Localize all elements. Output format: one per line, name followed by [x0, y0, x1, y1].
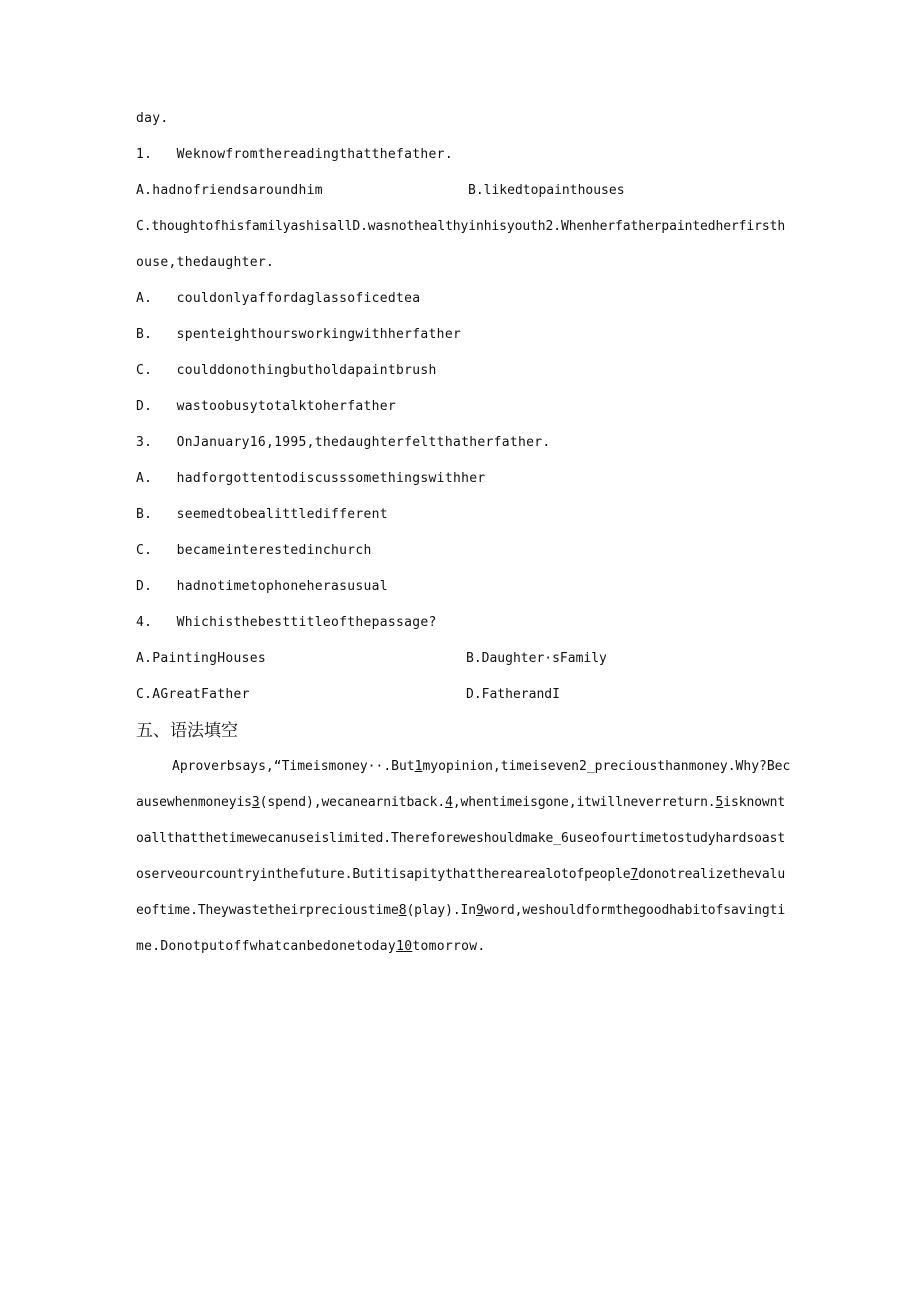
blank-10: 10 — [396, 939, 413, 954]
q3-option-c: C. becameinterestedinchurch — [136, 543, 372, 558]
cloze-text: eoftime.Theywastetheirprecioustime — [136, 903, 399, 918]
cloze-text: ausewhenmoneyis — [136, 795, 252, 810]
cloze-text: Aproverbsays,“Timeismoney··.But — [172, 759, 415, 774]
q1-option-b: B.likedtopainthouses — [468, 183, 625, 198]
passage-tail: day. — [136, 111, 169, 126]
cloze-text: (play).In — [406, 903, 476, 918]
question-4-stem: 4. Whichisthebesttitleofthepassage? — [136, 615, 437, 630]
question-3-stem: 3. OnJanuary16,1995,thedaughterfeltthatherfather. — [136, 435, 551, 450]
blank-9: 9 — [476, 903, 484, 918]
cloze-line-4 — [136, 866, 785, 884]
q2-option-b: B. spenteighthoursworkingwithherfather — [136, 327, 462, 342]
cloze-text: oserveourcountryinthefuture.Butitisapitythattherearealotofpeople — [136, 867, 631, 882]
cloze-text: (spend),wecanearnitback. — [259, 795, 446, 810]
q2-option-c: C. coulddonothingbutholdapaintbrush — [136, 363, 437, 378]
cloze-text: ,whentimeisgone,itwillneverreturn. — [452, 795, 716, 810]
q4-option-c: C.AGreatFather — [136, 687, 250, 702]
cloze-line-5 — [136, 902, 785, 920]
section-5-heading: 五、语法填空 — [136, 721, 238, 741]
cloze-text: word,weshouldformthegoodhabitofsavingti — [483, 903, 786, 918]
q3-option-a: A. hadforgottentodiscusssomethingswithher — [136, 471, 486, 486]
cloze-text: isknownt — [723, 795, 786, 810]
q2-stem-continued: ouse,thedaughter. — [136, 255, 275, 270]
q1-option-a: A.hadnofriendsaroundhim — [136, 183, 323, 198]
cloze-line-1 — [172, 758, 790, 776]
cloze-line-6 — [136, 938, 485, 956]
blank-8: 8 — [398, 903, 407, 918]
q2-option-a: A. couldonlyaffordaglassoficedtea — [136, 291, 421, 306]
q1-options-cd-line: C.thoughtofhisfamilyashisallD.wasnothealthyinhisyouth2.Whenherfatherpaintedherfirsth — [136, 219, 786, 234]
blank-4: 4 — [445, 795, 453, 810]
cloze-text: me.Donotputoffwhatcanbedonetoday — [136, 939, 397, 954]
cloze-text: tomorrow. — [412, 939, 486, 954]
blank-5: 5 — [715, 795, 724, 810]
cloze-line-3: oallthatthetimewecanuseislimited.Thereforeweshouldmake_6useofourtimetostudyhardsoast — [136, 831, 786, 846]
q3-option-d: D. hadnotimetophoneherasusual — [136, 579, 388, 594]
cloze-text: myopinion,timeiseven2_preciousthanmoney.Why?Bec — [422, 759, 791, 774]
blank-1: 1 — [414, 759, 423, 774]
q3-option-b: B. seemedtobealittledifferent — [136, 507, 388, 522]
question-1-stem: 1. Weknowfromthereadingthatthefather. — [136, 147, 453, 162]
q4-option-b: B.Daughter·sFamily — [466, 651, 607, 666]
q4-option-d: D.FatherandI — [466, 687, 560, 702]
q4-option-a: A.PaintingHouses — [136, 651, 267, 666]
cloze-text: donotrealizethevalu — [638, 867, 786, 882]
blank-3: 3 — [251, 795, 260, 810]
q2-option-d: D. wastoobusytotalktoherfather — [136, 399, 397, 414]
blank-7: 7 — [630, 867, 639, 882]
cloze-line-2 — [136, 794, 785, 812]
